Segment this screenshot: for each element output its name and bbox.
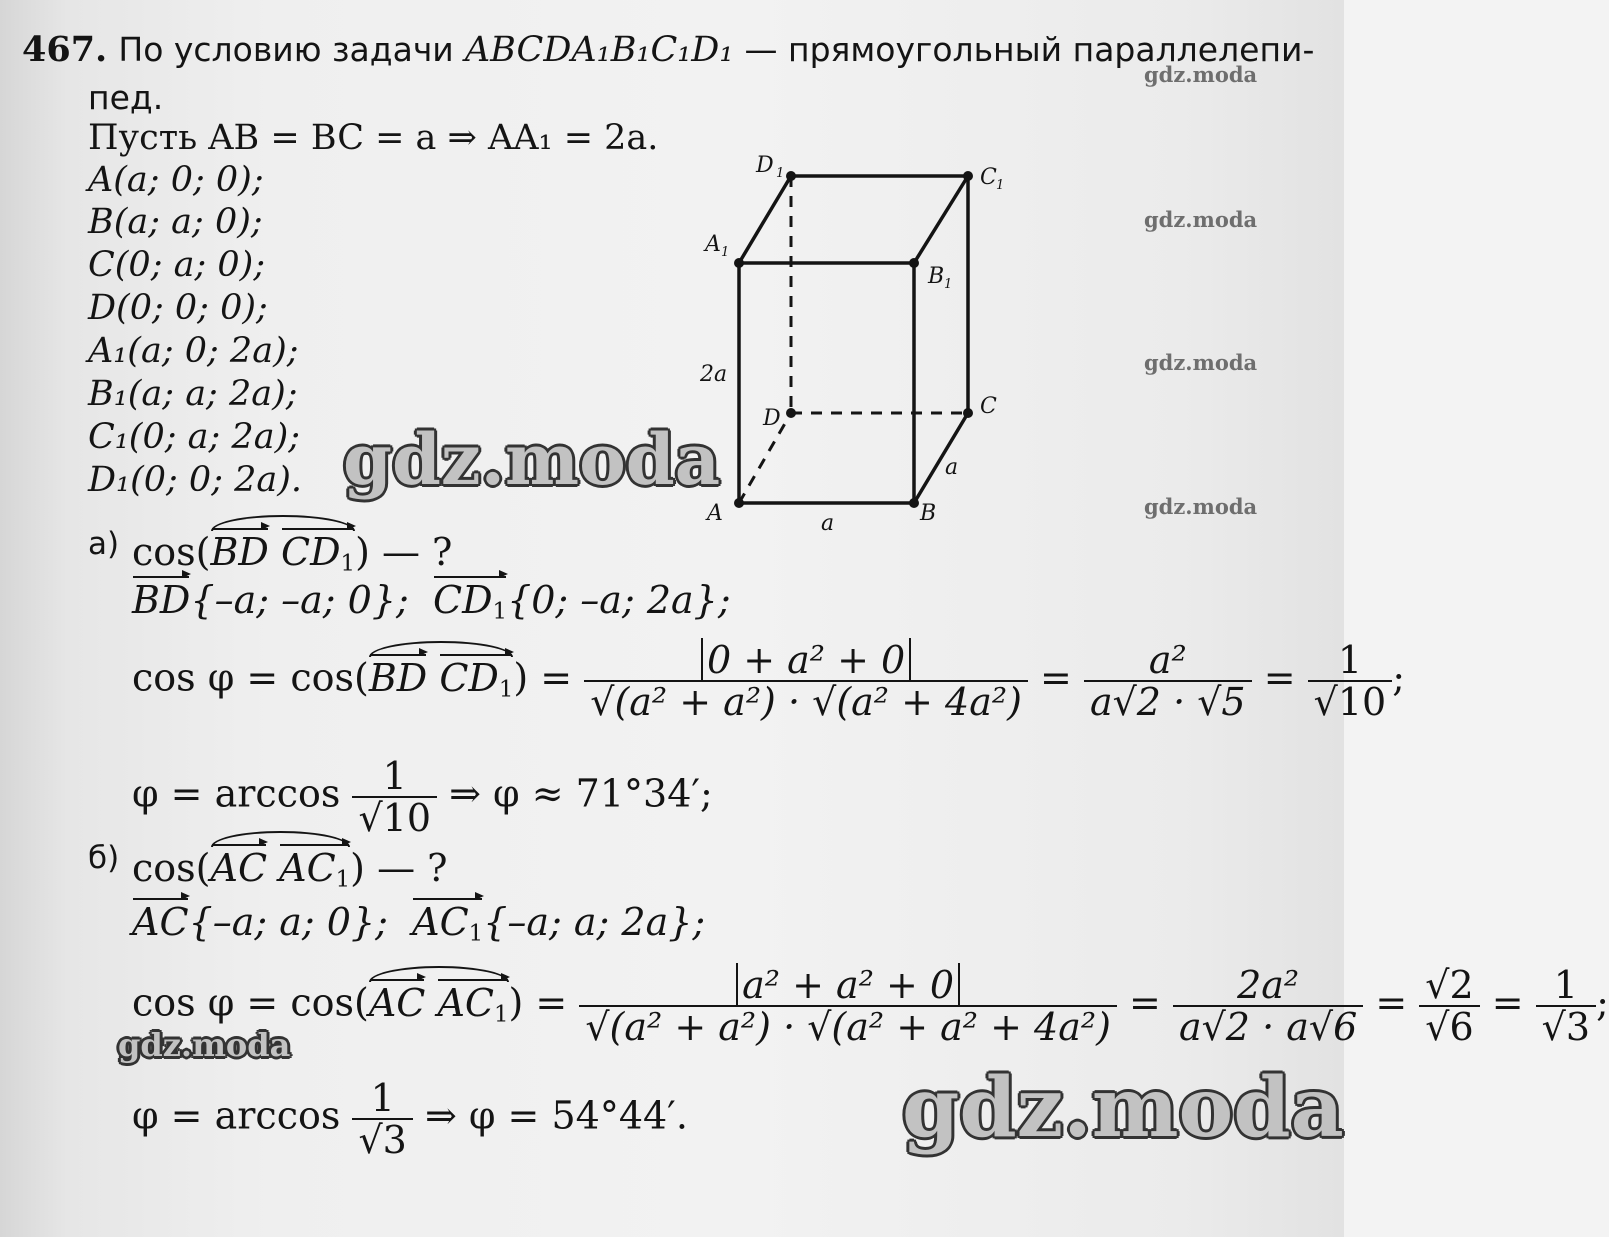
part-a-phi <box>132 756 713 838</box>
part-b-vec2-sub: 1 <box>468 920 484 947</box>
part-a-vec2-name <box>433 578 507 632</box>
part-b-step2-denominator: √6 <box>1425 1005 1474 1049</box>
label-c1-index: 1 <box>996 178 1005 193</box>
label-a1-index: 1 <box>721 245 730 260</box>
part-a-angle-arc <box>211 524 356 584</box>
part-b-vec1-coords: {–a; a; 0}; <box>188 900 388 944</box>
part-b-step1-fraction <box>1173 965 1363 1047</box>
vertex-d-dot <box>786 408 796 418</box>
part-b-step2-numerator: √2 <box>1419 965 1479 1007</box>
watermark-center: gdz.moda <box>343 418 721 501</box>
vertex-a1-dot <box>734 258 744 268</box>
problem-intro: По условию задачи <box>118 30 454 69</box>
part-a-phi-prefix: φ = arccos <box>132 771 341 816</box>
watermark-bottom-left: gdz.moda <box>118 1026 291 1064</box>
part-b-formula-vec2 <box>437 981 508 1035</box>
watermark-top-right-3: gdz.moda <box>1144 350 1258 375</box>
part-b-vector-ac: AC <box>210 846 268 890</box>
part-b-angle-arc <box>211 840 351 900</box>
part-a-phi-fraction <box>352 756 437 838</box>
label-b1-index: 1 <box>944 277 953 292</box>
part-a-result-fraction <box>1308 640 1393 722</box>
part-a-step-denominator: a√2 · √5 <box>1089 680 1246 724</box>
part-a-cos-lhs: cos φ = cos( <box>132 655 369 700</box>
part-b-step1-denominator: a√2 · a√6 <box>1178 1005 1358 1049</box>
part-b-step1-numerator: 2a² <box>1173 965 1363 1007</box>
part-b-result-denominator: √3 <box>1541 1005 1591 1049</box>
vertex-b-dot <box>909 498 919 508</box>
coordinate-c1: C₁(0; a; 2a); <box>88 417 301 457</box>
label-a1: A <box>705 232 721 257</box>
part-a-phi-result: ⇒ φ ≈ 71°34′; <box>449 771 713 816</box>
part-b-formula-vec1: AC <box>368 980 426 1025</box>
part-b-cos-lhs: cos φ = cos( <box>132 980 369 1025</box>
part-a-vector-bd: BD <box>210 530 269 574</box>
part-b-denominator: √(a² + a²) · √(a² + a² + 4a²) <box>585 1005 1111 1049</box>
figure-name: ABCDA₁B₁C₁D₁ <box>464 30 734 70</box>
problem-continuation: пед. <box>88 78 164 117</box>
coordinate-a: A(a; 0; 0); <box>88 160 264 200</box>
part-a-formula-vec1: BD <box>368 655 428 700</box>
part-a-cos-formula: cos φ = cos(BD $CD_1$) = $\frac{\text{0 + a² + 0}}{\text{√(a² + a²) · √(a² + 4a²)}}$ = $\frac{\text{a²}}{a√2 \cdot √5}$ = $\frac{1}{√10}$ ; <box>132 638 1406 724</box>
part-b-main-fraction <box>579 965 1117 1047</box>
part-b-result-fraction <box>1536 965 1596 1047</box>
part-a-result-denominator: √10 <box>1313 680 1387 724</box>
part-b-numerator <box>579 965 1117 1007</box>
part-b-phi-prefix: φ = arccos <box>132 1093 341 1138</box>
watermark-top-right-2: gdz.moda <box>1144 207 1258 232</box>
part-a-main-fraction <box>584 640 1028 722</box>
part-b-vector-ac1 <box>279 846 350 900</box>
label-d1: D <box>756 153 774 178</box>
part-a-vec2-letters: CD <box>433 578 493 622</box>
vertex-b1-dot <box>909 258 919 268</box>
part-a-step-fraction <box>1084 640 1252 722</box>
part-a-question-prefix: cos( <box>132 530 211 574</box>
vertex-c1-dot <box>963 171 973 181</box>
part-b-phi-denominator: √3 <box>358 1118 407 1162</box>
vertex-c-dot <box>963 408 973 418</box>
coordinate-b1: B₁(a; a; 2a); <box>88 374 298 414</box>
part-b-question <box>132 840 448 900</box>
problem-dash-text: — прямоугольный параллелепи- <box>744 30 1315 69</box>
label-width-a: a <box>821 511 835 536</box>
part-b-vec2-name <box>412 900 483 954</box>
label-d: D <box>763 406 781 431</box>
part-b-formula-vec2-sub: 1 <box>494 1001 509 1028</box>
part-a-vector-cd1 <box>281 530 355 584</box>
part-a-vec1-coords: {–a; –a; 0}; <box>190 578 409 622</box>
part-b-phi <box>132 1078 688 1160</box>
part-a-vectors <box>132 578 731 632</box>
coordinate-d1: D₁(0; 0; 2a). <box>88 460 303 500</box>
part-b-phi-result: ⇒ φ = 54°44′. <box>424 1093 688 1138</box>
part-a-phi-numerator: 1 <box>352 756 437 798</box>
label-d1-index: 1 <box>776 166 785 181</box>
part-b-vector-ac1-name: AC <box>279 846 336 890</box>
part-a-numerator <box>584 640 1028 682</box>
parallelepiped-figure <box>690 150 1030 540</box>
coordinate-d: D(0; 0; 0); <box>88 288 268 328</box>
part-b-vec2-letters: AC <box>412 900 469 944</box>
coordinate-c: C(0; a; 0); <box>88 245 266 285</box>
part-a-step-numerator: a² <box>1084 640 1252 682</box>
part-a-vector-cd1-name: CD <box>281 530 341 574</box>
part-b-vectors <box>132 900 705 954</box>
label-a: A <box>707 501 723 526</box>
part-b-vector-ac1-sub: 1 <box>335 866 351 893</box>
part-a-numerator-abs: 0 + a² + 0 <box>701 638 911 682</box>
part-b-question-prefix: cos( <box>132 846 211 890</box>
part-a-label: а) <box>88 526 120 562</box>
part-a-formula-vec2-sub: 1 <box>498 676 514 703</box>
label-c1: C <box>980 165 997 190</box>
part-b-formula-arc <box>369 975 509 1035</box>
watermark-top-right-4: gdz.moda <box>1144 494 1258 519</box>
problem-assumption: Пусть AB = BC = a ⇒ AA₁ = 2a. <box>88 118 659 158</box>
watermark-bottom-right: gdz.moda <box>902 1060 1344 1156</box>
part-a-vector-cd1-sub: 1 <box>340 550 356 577</box>
edge-b1-c1 <box>914 176 968 263</box>
part-a-denominator: √(a² + a²) · √(a² + 4a²) <box>590 680 1022 724</box>
part-b-formula-vec2-letters: AC <box>437 980 494 1025</box>
part-b-phi-fraction <box>352 1078 412 1160</box>
part-a-question-suffix: ) — ? <box>355 530 453 574</box>
part-b-cos-formula: cos φ = cos(AC $AC_1$) = $\frac{\text{a² + a² + 0}}{\text{√(a² + a²) · √(a² + a² + 4a²)}}$ = $\frac{\text{2a²}}{a√2 \cdot a√6}$ = $\frac{√2}{√6}$ = $\frac{1}{√3}$ ; <box>132 963 1609 1049</box>
part-a-result-numerator: 1 <box>1308 640 1393 682</box>
edge-a1-d1 <box>739 176 791 263</box>
part-b-vec1-name: AC <box>132 900 189 944</box>
problem-header <box>22 30 1314 70</box>
part-b-vec2-coords: {–a; a; 2a}; <box>483 900 706 944</box>
label-height-2a: 2a <box>700 362 728 387</box>
part-a-formula-arc <box>369 650 514 710</box>
part-b-step2-fraction <box>1419 965 1479 1047</box>
part-b-phi-numerator: 1 <box>352 1078 412 1120</box>
vertex-d1-dot <box>786 171 796 181</box>
part-a-question <box>132 524 452 584</box>
edge-b-c <box>914 413 968 503</box>
problem-number: 467. <box>22 29 108 70</box>
part-b-label: б) <box>88 840 120 876</box>
vertex-a-dot <box>734 498 744 508</box>
part-b-question-suffix: ) — ? <box>350 846 448 890</box>
part-a-formula-vec2-letters: CD <box>439 655 499 700</box>
watermark-top-right-1: gdz.moda <box>1144 62 1258 87</box>
part-a-vec2-sub: 1 <box>492 598 508 625</box>
part-b-result-numerator: 1 <box>1536 965 1596 1007</box>
part-a-formula-vec2 <box>439 656 513 710</box>
part-a-phi-denominator: √10 <box>358 796 432 840</box>
label-b1: B <box>928 264 945 289</box>
label-depth-a: a <box>945 455 959 480</box>
part-a-vec1-name: BD <box>132 578 191 622</box>
part-b-numerator-abs: a² + a² + 0 <box>736 963 960 1007</box>
label-c: C <box>980 394 997 419</box>
coordinate-b: B(a; a; 0); <box>88 202 263 242</box>
label-b: B <box>920 501 937 526</box>
coordinate-a1: A₁(a; 0; 2a); <box>88 331 299 371</box>
part-a-vec2-coords: {0; –a; 2a}; <box>507 578 731 622</box>
